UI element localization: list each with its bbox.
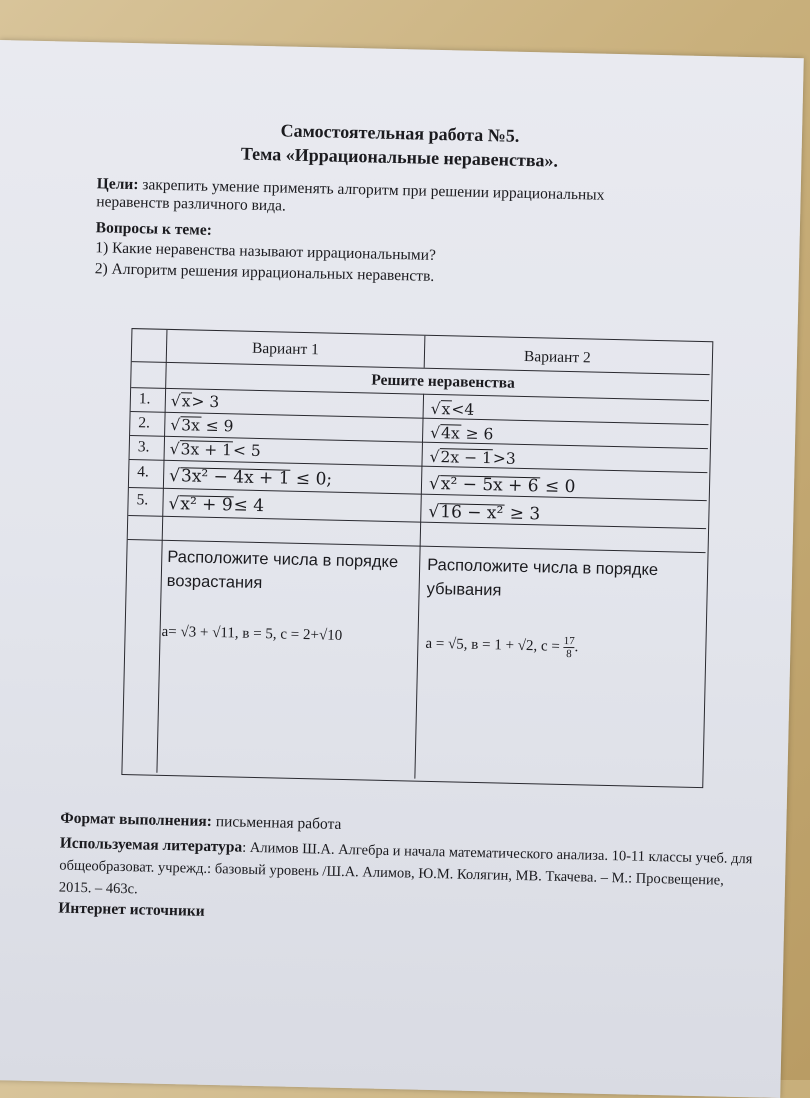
table-col-line bbox=[156, 330, 167, 773]
title-line-1: Самостоятельная работа №5. bbox=[280, 120, 520, 146]
inequality-rest: > 3 bbox=[191, 392, 220, 412]
inequality-rest: ≥ 3 bbox=[504, 503, 541, 525]
fraction-numerator: 17 bbox=[563, 634, 575, 648]
internet-sources-heading: Интернет источники bbox=[58, 899, 205, 920]
goals-paragraph bbox=[96, 175, 657, 224]
worksheet-page bbox=[0, 40, 804, 1098]
task-3-variant-2: √2x − 1>3 bbox=[429, 447, 516, 468]
numbers-variant-2-end: . bbox=[574, 639, 579, 656]
question-item-2: 2) Алгоритм решения иррациональных неравенств. bbox=[94, 260, 435, 285]
radicand: x² + 9 bbox=[180, 494, 233, 516]
goals-text: закрепить умение применять алгоритм при решении иррациональных неравенств различного вида. bbox=[96, 176, 605, 215]
task-2-variant-1: √3x ≤ 9 bbox=[170, 415, 234, 436]
variant-2-header: Вариант 2 bbox=[523, 347, 591, 367]
tasks-table bbox=[121, 328, 713, 788]
ordering-task-variant-1: Расположите числа в порядке возрастания bbox=[166, 547, 399, 593]
task-5-variant-2: √16 − x² ≥ 3 bbox=[428, 501, 541, 525]
format-value: письменная работа bbox=[211, 813, 342, 833]
question-item-1: 1) Какие неравенства называют иррациональными? bbox=[95, 239, 437, 264]
task-4-variant-1: √3x² − 4x + 1 ≤ 0; bbox=[168, 465, 333, 490]
fraction bbox=[563, 635, 575, 660]
goals-label: Цели: bbox=[96, 175, 139, 194]
radicand: 3x bbox=[180, 416, 201, 435]
table-col-line bbox=[424, 336, 426, 368]
inequality-rest: < 5 bbox=[232, 441, 261, 461]
inequality-rest: ≤ 9 bbox=[205, 416, 234, 436]
numbers-variant-2 bbox=[425, 632, 578, 660]
numbers-variant-2-main: a = √5, в = 1 + √2, c = bbox=[425, 635, 561, 655]
questions-heading: Вопросы к теме: bbox=[95, 219, 213, 239]
inequality-rest: >3 bbox=[492, 449, 516, 468]
task-2-variant-2: √4x ≥ 6 bbox=[429, 423, 494, 444]
page-title bbox=[0, 112, 802, 178]
inequality-rest: ≤ 0; bbox=[295, 468, 333, 490]
ordering-task-variant-2: Расположите числа в порядке убывания bbox=[426, 555, 659, 600]
row-number: 1. bbox=[138, 390, 151, 408]
task-1-variant-1: √x> 3 bbox=[170, 391, 220, 412]
table-col-line bbox=[414, 394, 424, 779]
task-1-variant-2: √x<4 bbox=[430, 399, 475, 419]
title-line-2: Тема «Иррациональные неравенства». bbox=[240, 143, 559, 171]
inequality-rest: ≥ 6 bbox=[465, 424, 494, 444]
radicand: 2x − 1 bbox=[440, 448, 493, 468]
literature-text: : Алимов Ш.А. Алгебра и начала математического анализа. 10-11 классы учеб. для общеобразоват. учрежд.: базовый уровень /Ш.А. Алимов, Ю.М. Колягин, МВ. Ткачева. – М.: Просвещение, 2015. – 463с. bbox=[58, 839, 753, 898]
task-4-variant-2: √x² − 5x + 6 ≤ 0 bbox=[428, 473, 576, 498]
inequality-rest: <4 bbox=[451, 400, 475, 419]
radicand: 3x² − 4x + 1 bbox=[180, 466, 290, 489]
task-5-variant-1: √x² + 9≤ 4 bbox=[168, 493, 265, 517]
inequality-rest: ≤ 0 bbox=[544, 476, 576, 498]
row-number: 4. bbox=[137, 463, 150, 481]
format-label: Формат выполнения: bbox=[60, 809, 213, 831]
row-number: 3. bbox=[137, 438, 150, 456]
inequality-rest: ≤ 4 bbox=[233, 495, 265, 517]
row-number: 2. bbox=[138, 414, 151, 432]
radicand: x² − 5x + 6 bbox=[440, 474, 539, 497]
format-line bbox=[60, 810, 341, 834]
row-number: 5. bbox=[136, 491, 149, 509]
radicand: 4x bbox=[440, 424, 460, 443]
variant-1-header: Вариант 1 bbox=[251, 339, 320, 359]
radicand: x bbox=[441, 400, 451, 419]
radicand: x bbox=[181, 392, 191, 411]
task-3-variant-1: √3x + 1< 5 bbox=[169, 439, 261, 461]
radicand: 16 − x² bbox=[440, 502, 504, 524]
numbers-variant-1: a= √3 + √11, в = 5, c = 2+√10 bbox=[161, 623, 343, 644]
radicand: 3x + 1 bbox=[180, 440, 233, 460]
table-subheader: Решите неравенства bbox=[371, 371, 516, 392]
fraction-denominator: 8 bbox=[566, 648, 572, 661]
literature-label: Используемая литература bbox=[59, 834, 243, 856]
table-row-line bbox=[128, 515, 706, 529]
